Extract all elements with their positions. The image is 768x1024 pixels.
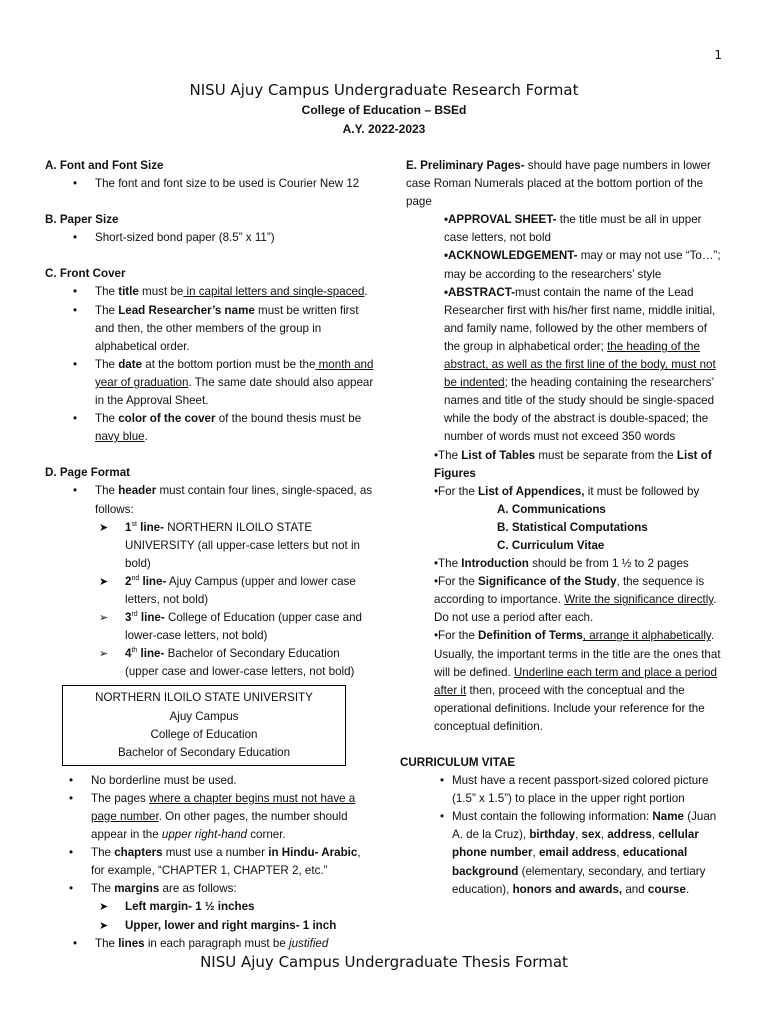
list-item: • Short-sized bond paper (8.5” x 11”): [95, 229, 375, 247]
left-column: [45, 157, 375, 953]
list-item: • Must have a recent passport-sized colored picture (1.5” x 1.5”) to place in the upper right portion: [452, 772, 726, 808]
abstract-item: •ABSTRACT-must contain the name of the Lead Researcher first with his/her first name, middle initial, and family name, followed by the other members of the group in alphabetical order; the heading of the abstract, as well as the first line of the body, must not be indented; the heading containing the researchers’ names and title of the study should be single-spaced while the body of the abstract is double-spaced; the number of words must not exceed 350 words: [444, 285, 716, 444]
margins-list: [45, 898, 375, 934]
list-item: • The font and font size to be used is Courier New 12: [95, 175, 375, 193]
list-item: • The lines in each paragraph must be justified: [95, 935, 375, 953]
box-line: Bachelor of Secondary Education: [117, 745, 291, 759]
document-college: College of Education – BSEd: [301, 103, 467, 117]
header-lines-list-2: [45, 609, 375, 681]
cv-list: [406, 772, 726, 899]
list-item: • The title must be in capital letters and single-spaced.: [95, 283, 375, 301]
appendix-list: [406, 501, 726, 555]
acknowledgement-item: •ACKNOWLEDGEMENT- may or may not use “To…”; may be according to the researchers’ style: [444, 249, 721, 281]
list-item: • Must contain the following information: Name (Juan A. de la Cruz), birthday, sex, address, cellular phone number, email address, educational background (elementary, secondary, and tertiary education), honors and awards, and course.: [452, 808, 726, 898]
page-format-list: [45, 772, 375, 899]
list-item: A. Communications: [497, 502, 606, 516]
list-item: ➤ 1st line- NORTHERN ILOILO STATE UNIVERSITY (all upper-case letters but not in bold): [125, 519, 375, 573]
list-item: C. Curriculum Vitae: [497, 538, 605, 552]
list-item: • The header must contain four lines, single-spaced, as follows:: [95, 482, 375, 518]
box-line: NORTHERN ILOILO STATE UNIVERSITY: [95, 691, 313, 705]
header-lines-list: [45, 519, 375, 609]
list-item: ➤ Left margin- 1 ½ inches: [125, 898, 375, 916]
list-item: • The date at the bottom portion must be the month and year of graduation. The same date should also appear in the Approval Sheet.: [95, 356, 375, 410]
section-a-heading: A. Font and Font Size: [45, 159, 164, 172]
section-e-intro: E. Preliminary Pages- should have page numbers in lower case Roman Numerals placed at the bottom portion of the page: [406, 159, 711, 209]
list-of-appendices-item: •For the List of Appendices, it must be followed by: [434, 484, 700, 498]
list-of-tables-item: •The List of Tables must be separate from the List of Figures: [434, 448, 712, 480]
definition-of-terms-item: •For the Definition of Terms, arrange it alphabetically. Usually, the important terms in the title are the ones that will be defined. Underline each term and place a period after it then, proceed with the conceptual and the operational definitions. Include your reference for the conceptual definition.: [434, 629, 721, 733]
box-line: Ajuy Campus: [169, 709, 239, 723]
approval-sheet-item: •APPROVAL SHEET- the title must be all in upper case letters, not bold: [444, 213, 702, 245]
section-c-list: [45, 283, 375, 446]
list-item: ➤ Upper, lower and right margins- 1 inch: [125, 917, 375, 935]
document-title: NISU Ajuy Campus Undergraduate Research Format: [189, 81, 579, 99]
list-item: B. Statistical Computations: [497, 520, 648, 534]
section-b-list: [45, 229, 375, 247]
list-item: • The Lead Researcher’s name must be written first and then, the other members of the group in alphabetical order.: [95, 302, 375, 356]
list-item: ➤ 2nd line- Ajuy Campus (upper and lower case letters, not bold): [125, 573, 375, 609]
list-item: • The color of the cover of the bound thesis must be navy blue.: [95, 410, 375, 446]
introduction-item: •The Introduction should be from 1 ½ to 2 pages: [434, 557, 689, 571]
section-a-list: [45, 175, 375, 193]
document-footer: NISU Ajuy Campus Undergraduate Thesis Format: [200, 953, 568, 971]
lines-list: [45, 935, 375, 953]
header-sample-box: [62, 685, 346, 765]
section-e-heading: E. Preliminary Pages-: [406, 159, 525, 172]
list-item: • No borderline must be used.: [91, 772, 375, 790]
list-item: • The chapters must use a number in Hindu- Arabic, for example, “CHAPTER 1, CHAPTER 2, etc.”: [91, 844, 375, 880]
academic-year: A.Y. 2022-2023: [342, 122, 426, 136]
list-item: ➢ 3rd line- College of Education (upper case and lower-case letters, not bold): [125, 609, 375, 645]
list-item: ➢ 4th line- Bachelor of Secondary Education (upper case and lower-case letters, not bold): [125, 645, 375, 681]
list-item: • The margins are as follows:: [91, 880, 375, 898]
section-b-heading: B. Paper Size: [45, 213, 119, 227]
page-number: 1: [714, 48, 722, 62]
right-column: [400, 157, 726, 899]
section-d-list: [45, 482, 375, 518]
section-c-heading: C. Front Cover: [45, 267, 126, 281]
significance-item: •For the Significance of the Study, the sequence is according to importance. Write the significance directly. Do not use a period after each.: [434, 575, 717, 625]
box-line: College of Education: [150, 727, 258, 741]
section-d-heading: D. Page Format: [45, 466, 131, 480]
cv-heading: CURRICULUM VITAE: [400, 756, 516, 769]
list-item: • The pages where a chapter begins must not have a page number. On other pages, the number should appear in the upper right-hand corner.: [91, 790, 375, 844]
